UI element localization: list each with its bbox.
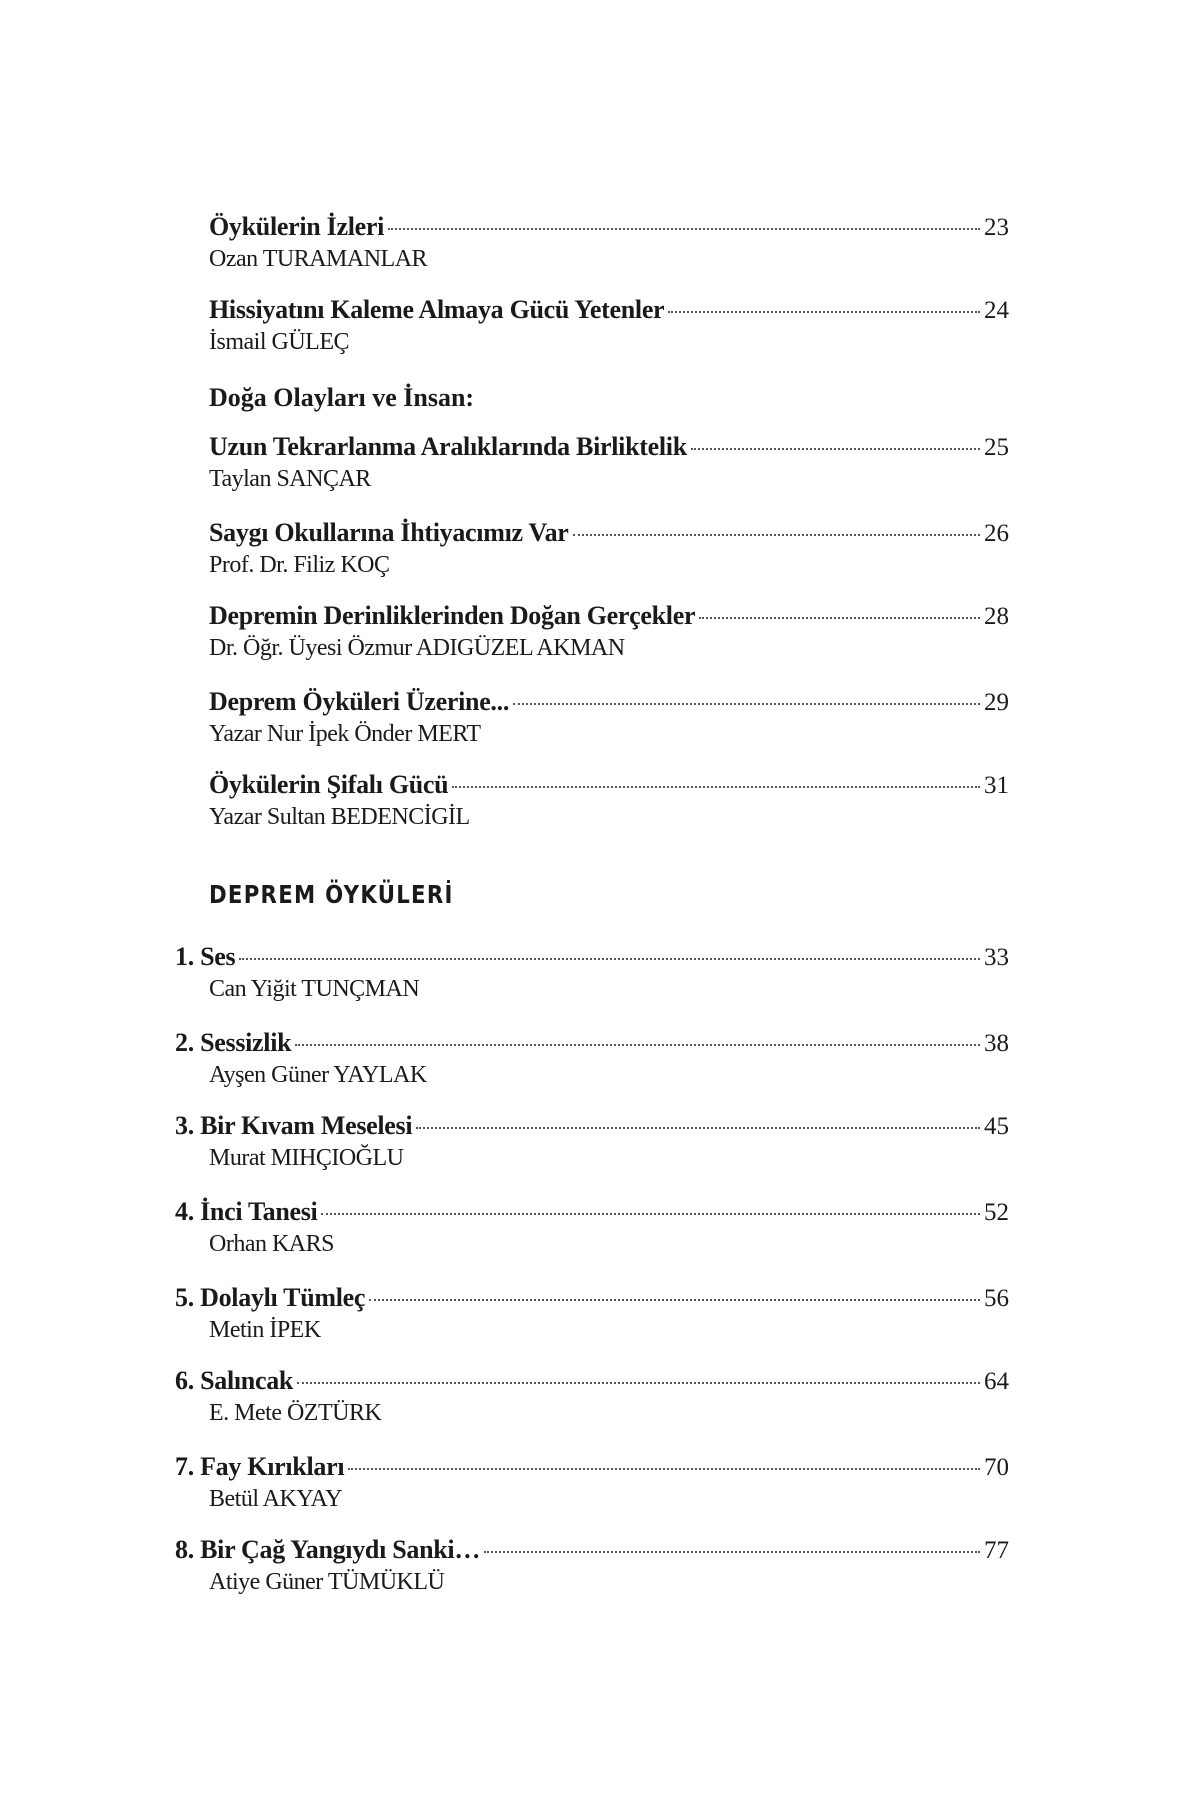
dot-leader: [691, 448, 980, 450]
entry-author: İsmail GÜLEÇ: [209, 329, 349, 355]
dot-leader: [369, 1299, 980, 1301]
dot-leader: [388, 228, 980, 230]
page-number: 77: [984, 1537, 1009, 1564]
page-number: 29: [984, 689, 1009, 716]
entry-author: Betül AKYAY: [209, 1486, 342, 1512]
toc-entry: [209, 295, 1009, 356]
toc-entry: [209, 432, 1009, 493]
entry-title: Deprem Öyküleri Üzerine...: [209, 687, 510, 716]
page-number: 70: [984, 1454, 1009, 1481]
page-number: 56: [984, 1285, 1009, 1312]
entry-author: Can Yiğit TUNÇMAN: [209, 976, 420, 1002]
section-title: DEPREM ÖYKÜLERİ: [209, 880, 454, 909]
page-number: 25: [984, 434, 1009, 461]
story-entry: [175, 942, 1009, 1003]
dot-leader: [416, 1127, 980, 1129]
page-number: 33: [984, 944, 1009, 971]
dot-leader: [668, 311, 980, 313]
entry-author: Dr. Öğr. Üyesi Özmur ADIGÜZEL AKMAN: [209, 635, 625, 661]
story-entry: [175, 1111, 1009, 1172]
entry-author: E. Mete ÖZTÜRK: [209, 1400, 382, 1426]
dot-leader: [573, 534, 980, 536]
story-entry: [175, 1283, 1009, 1344]
entry-author: Ozan TURAMANLAR: [209, 246, 428, 272]
entry-author: Murat MIHÇIOĞLU: [209, 1145, 404, 1171]
dot-leader: [239, 958, 980, 960]
entry-author: Prof. Dr. Filiz KOÇ: [209, 552, 390, 578]
toc-entry: [209, 518, 1009, 579]
entry-title: Hissiyatını Kaleme Almaya Gücü Yetenler: [209, 295, 665, 324]
entry-title: 3. Bir Kıvam Meselesi: [175, 1111, 413, 1140]
subheading: Doğa Olayları ve İnsan:: [209, 383, 475, 412]
dot-leader: [348, 1468, 980, 1470]
entry-title: 6. Salıncak: [175, 1366, 294, 1395]
entry-author: Atiye Güner TÜMÜKLÜ: [209, 1569, 445, 1595]
dot-leader: [452, 786, 980, 788]
page-number: 64: [984, 1368, 1009, 1395]
dot-leader: [513, 703, 980, 705]
story-entry: [175, 1028, 1009, 1089]
page-number: 24: [984, 297, 1009, 324]
entry-title: Öykülerin Şifalı Gücü: [209, 770, 449, 799]
entry-title: Öykülerin İzleri: [209, 212, 385, 241]
entry-author: Orhan KARS: [209, 1231, 334, 1257]
story-entry: [175, 1197, 1009, 1258]
page-number: 45: [984, 1113, 1009, 1140]
dot-leader: [321, 1213, 980, 1215]
entry-title: Depremin Derinliklerinden Doğan Gerçekler: [209, 601, 696, 630]
toc-entry: [209, 687, 1009, 748]
page-number: 23: [984, 214, 1009, 241]
page-number: 26: [984, 520, 1009, 547]
entry-title: 8. Bir Çağ Yangıydı Sanki…: [175, 1535, 481, 1564]
entry-title: 5. Dolaylı Tümleç: [175, 1283, 366, 1312]
entry-title: 1. Ses: [175, 942, 236, 971]
entry-title: 2. Sessizlik: [175, 1028, 292, 1057]
page-number: 38: [984, 1030, 1009, 1057]
toc-entry: [209, 212, 1009, 273]
entry-title: 4. İnci Tanesi: [175, 1197, 318, 1226]
entry-title: 7. Fay Kırıkları: [175, 1452, 345, 1481]
dot-leader: [484, 1551, 980, 1553]
page-number: 28: [984, 603, 1009, 630]
dot-leader: [297, 1382, 980, 1384]
entry-author: Metin İPEK: [209, 1317, 321, 1343]
story-entry: [175, 1535, 1009, 1596]
toc-entry: [209, 601, 1009, 662]
dot-leader: [699, 617, 980, 619]
story-entry: [175, 1452, 1009, 1513]
page-number: 52: [984, 1199, 1009, 1226]
entry-author: Yazar Nur İpek Önder MERT: [209, 721, 481, 747]
entry-author: Yazar Sultan BEDENCİGİL: [209, 804, 470, 830]
story-entry: [175, 1366, 1009, 1427]
page-number: 31: [984, 772, 1009, 799]
entry-author: Ayşen Güner YAYLAK: [209, 1062, 427, 1088]
entry-author: Taylan SANÇAR: [209, 466, 371, 492]
entry-title: Saygı Okullarına İhtiyacımız Var: [209, 518, 569, 547]
entry-title: Uzun Tekrarlanma Aralıklarında Birliktelik: [209, 432, 687, 461]
dot-leader: [295, 1044, 980, 1046]
toc-entry: [209, 770, 1009, 831]
